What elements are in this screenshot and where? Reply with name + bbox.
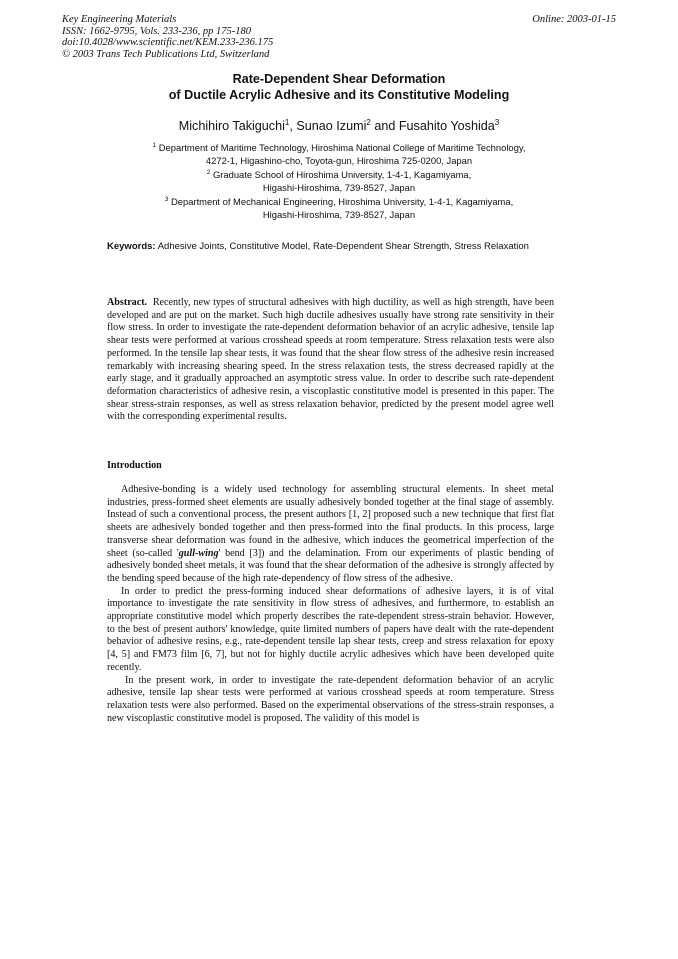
- abstract-text: Recently, new types of structural adhesives with high ductility, as well as high strength, have been developed and are put on the market. Such high ductile adhesives usually have strong rate sensitivity in their flow stress. In order to investigate the rate-dependent deformation behavior of an acrylic adhesive, tensile lap shear tests were performed at various crosshead speeds at room temperature. Stress relaxation tests were also performed. In the tensile lap shear tests, it was found that the shear flow stress of the adhesive resin increased remarkably with increasing shearing speed. In the stress relaxation tests, the stress decreased rapidly at the early stage, and it gradually approached an asymptotic stress value. In order to describe such rate-dependent deformation characteristics of adhesive resin, a viscoplastic constitutive model is presented in this paper. The shear stress-strain responses, as well as stress relaxation behavior, predicted by the present model agree well with the corresponding experimental results.: [107, 297, 554, 423]
- author-name: Michihiro Takiguchi: [178, 119, 285, 134]
- affiliation-1: [100, 140, 578, 167]
- affiliation-line: Higashi-Hiroshima, 739-8527, Japan: [262, 181, 416, 193]
- introduction-heading: Introduction: [107, 460, 162, 471]
- doi-link[interactable]: doi:10.4028/www.scientific.net/KEM.233-236.175: [62, 37, 274, 49]
- affiliation-sup: 2: [206, 169, 211, 176]
- affiliation-2: [100, 167, 578, 194]
- author-sup: 2: [366, 118, 371, 127]
- affiliation-line: Department of Maritime Technology, Hiroshima National College of Maritime Technology,: [158, 142, 526, 154]
- keywords-label: Keywords:: [107, 241, 156, 252]
- affiliation-line: Department of Mechanical Engineering, Hiroshima University, 1-4-1, Kagamiyama,: [171, 196, 514, 208]
- author-conjunction: and: [374, 119, 396, 134]
- keywords-text: Adhesive Joints, Constitutive Model, Rate-Dependent Shear Strength, Stress Relaxation: [157, 241, 529, 252]
- italic-term: gull-wing: [178, 547, 219, 559]
- affiliation-sup: 3: [164, 196, 169, 203]
- journal-name: Key Engineering Materials: [62, 14, 177, 25]
- author-name: Sunao Izumi: [296, 119, 367, 134]
- abstract: [107, 297, 554, 424]
- author-list: Michihiro Takiguchi$^1$, Sunao Izumi$^2$ and Fusahito Yoshida$^3$: [178, 118, 500, 134]
- title-line-1: Rate-Dependent Shear Deformation: [232, 72, 446, 86]
- paragraph-text: ' bend [3]) and the delamination. From our experiments of plastic bending of adhesively bonded sheet metals, it was found that the shear deformation of the adhesive is strongly affected by the bending speed because of the high rate-dependency of flow stress of the adhesive.: [107, 547, 554, 584]
- affiliation-line: 4272-1, Higashino-cho, Toyota-gun, Hiroshima 725-0200, Japan: [205, 154, 473, 166]
- keywords: [107, 240, 555, 253]
- author-name: Fusahito Yoshida: [398, 119, 495, 134]
- affiliation-3: [100, 194, 578, 221]
- title-line-2: of Ductile Acrylic Adhesive and its Constitutive Modeling: [168, 88, 510, 102]
- author-sup: 3: [494, 118, 500, 127]
- author-sup: 1: [284, 118, 290, 127]
- paragraph-text: Adhesive-bonding is a widely used technology for assembling structural elements. In sheet metal industries, press-formed sheet elements are usually adhesively bonded together at the final stage of assembly. Instead of such a conventional process, the present authors [1, 2] proposed such a new technique that first flat sheets are adhesively bonded together and then press-formed into the final products. In this process, large transverse shear deformation was found in the adhesive, which induces the geometrical imperfection of the sheet (so-called ': [107, 484, 554, 559]
- introduction-body: [107, 484, 554, 725]
- copyright-line: © 2003 Trans Tech Publications Ltd, Switzerland: [62, 48, 270, 60]
- affiliation-line: Higashi-Hiroshima, 739-8527, Japan: [262, 208, 416, 220]
- affiliation-line: Graduate School of Hiroshima University, 1-4-1, Kagamiyama,: [212, 169, 472, 181]
- paragraph: In the present work, in order to investigate the rate-dependent deformation behavior of an acrylic adhesive, tensile lap shear tests were performed at various crosshead speeds at room temperature. Stress relaxation tests were also performed. Based on the experimental observations of the stress-strain responses, a new viscoplastic constitutive model is proposed. The validity of this model is: [107, 674, 554, 724]
- paragraph: In order to predict the press-forming induced shear deformations of adhesive layers, it is of vital importance to investigate the rate sensitivity in flow stress of adhesives, and furthermore, to establish an appropriate constitutive model which properly describes the rate-dependent stress-strain behavior. However, to the best of present authors' knowledge, quite limited numbers of papers have dealt with the rate-dependent behavior of adhesive resins, e.g., rate-dependent tensile lap shear tests, creep and stress relaxation for epoxy [4, 5] and FM73 film [6, 7], but not for highly ductile acrylic adhesives which have been developed quite recently.: [107, 585, 554, 673]
- journal-header: [62, 14, 273, 60]
- issn-line: ISSN: 1662-9795, Vols. 233-236, pp 175-180: [62, 25, 251, 37]
- paper-title: [0, 71, 678, 103]
- abstract-label: Abstract.: [107, 297, 148, 308]
- online-date: Online: 2003-01-15: [532, 14, 616, 25]
- paragraph: [107, 484, 554, 586]
- affiliation-sup: 1: [152, 142, 157, 149]
